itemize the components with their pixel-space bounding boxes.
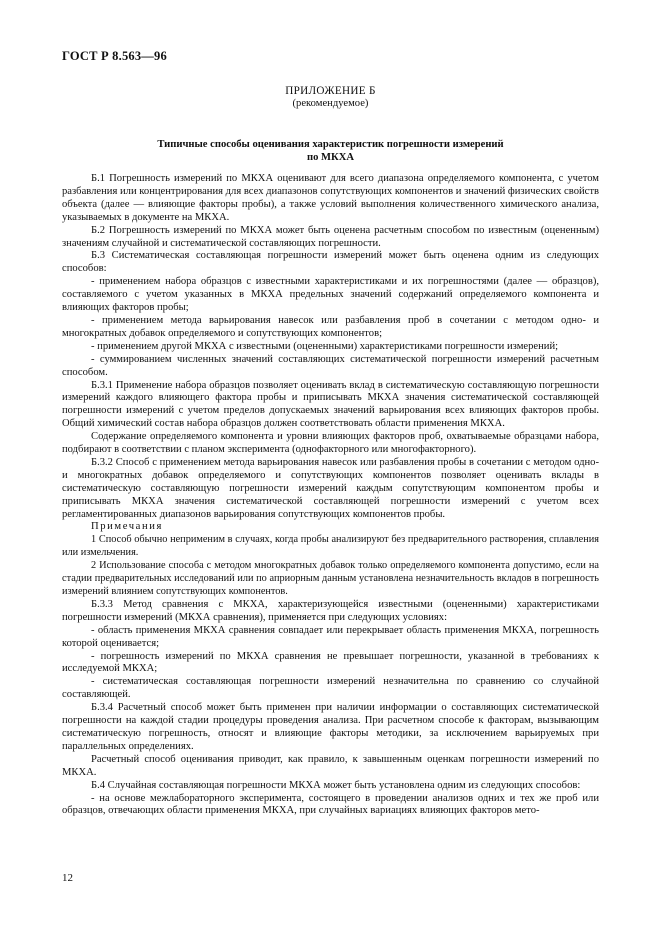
note-item: 2 Использование способа с методом многократных добавок только определяемого компонента допустимо, если на стадии предварительных исследований или по априорным данным установлена незначительность вкладов в погрешность измерений влиянием сопутствующих компонентов. bbox=[62, 560, 599, 597]
paragraph-b3-4: Б.3.4 Расчетный способ может быть применен при наличии информации о составляющих систематической погрешности на каждой стадии процедуры проведения анализа. При расчетном способе к факторам, вызывающим систематическую погрешность, относят и влияющие факторы методики, за исключением варьируемых при параллельных определениях. bbox=[62, 702, 599, 752]
paragraph-b3-2: Б.3.2 Способ с применением метода варьирования навесок или разбавления пробы в сочетании с методом одно- и многократных добавок определяемого и сопутствующих компонентов позволяет оценивать вклады в систематическую составляющую погрешности измерений каждым сопутствующим компонентом пробы и приписывать МКХА значения систематической составляющей погрешности измерений с учетом всех регламентированных диапазонов варьирования сопутствующих компонентов пробы. bbox=[62, 456, 599, 520]
appendix-heading bbox=[62, 85, 599, 110]
paragraph-b1: Б.1 Погрешность измерений по МКХА оценивают для всего диапазона определяемого компонента, с учетом разбавления или концентрирования для всех диапазонов сопутствующих компонентов и значений физических свойств объекта (далее — влияющие факторы пробы), а также условий выполнения количественного химического анализа, указываемых в документе на МКХА. bbox=[62, 173, 599, 223]
section-title bbox=[62, 139, 599, 164]
appendix-subtitle: (рекомендуемое) bbox=[292, 98, 369, 109]
list-item: - погрешность измерений по МКХА сравнения не превышает погрешности, указанной в требованиях к исследуемой МКХА; bbox=[62, 650, 599, 675]
list-item: - систематическая составляющая погрешности измерений незначительна по сравнению со случайной составляющей. bbox=[62, 676, 599, 701]
list-item: - применением набора образцов с известными характеристиками и их погрешностями (далее — образцов), составляемого с учетом указанных в МКХА предельных значений содержаний определяемого компонента и влияющих факторов пробы; bbox=[62, 276, 599, 314]
appendix-title: ПРИЛОЖЕНИЕ Б bbox=[285, 85, 376, 97]
body-text bbox=[62, 173, 599, 818]
list-item: - применением другой МКХА с известными (оцененными) характеристиками погрешности измерений; bbox=[91, 340, 559, 352]
notes-heading: Примечания bbox=[91, 521, 163, 533]
paragraph-b3-1: Б.3.1 Применение набора образцов позволяет оценивать вклад в систематическую составляющую погрешности измерений каждого влияющего фактора пробы и приписывать МКХА значения систематической составляющей погрешности измерений с учетом пределов допускаемых значений варьирования всех влияющих факторов пробы. Общий химический состав набора образцов должен соответствовать области применения МКХА. bbox=[62, 379, 599, 430]
paragraph-b3: Б.3 Систематическая составляющая погрешности измерений может быть оценена одним из следующих способов: bbox=[62, 250, 599, 275]
document-code: ГОСТ Р 8.563—96 bbox=[62, 49, 167, 63]
section-title-line-1: Типичные способы оценивания характеристик погрешности измерений bbox=[157, 139, 504, 150]
page-number: 12 bbox=[62, 872, 73, 884]
note-item: 1 Способ обычно неприменим в случаях, когда пробы анализируют без предварительного растворения, сплавления или измельчения. bbox=[62, 534, 599, 559]
list-item: - применением метода варьирования навесок или разбавления проб в сочетании с методом одно- и многократных добавок определяемого и сопутствующих компонентов; bbox=[62, 314, 599, 339]
paragraph-b4: Б.4 Случайная составляющая погрешности МКХА может быть установлена одним из следующих способов: bbox=[91, 779, 581, 791]
list-item: - на основе межлабораторного эксперимента, состоящего в проведении анализов одних и тех же проб или образцов, отвечающих области применения МКХА, при случайных вариациях влияющих факторов мето- bbox=[62, 792, 599, 817]
paragraph: Содержание определяемого компонента и уровни влияющих факторов проб, охватываемые образцами набора, подбирают в соответствии с планом эксперимента (однофакторного или многофакторного). bbox=[62, 431, 599, 456]
section-title-line-2: по МКХА bbox=[306, 151, 355, 163]
list-item: - область применения МКХА сравнения совпадает или перекрывает область применения МКХА, погрешность которой оценивается; bbox=[62, 624, 599, 649]
paragraph: Расчетный способ оценивания приводит, как правило, к завышенным оценкам погрешности измерений по МКХА. bbox=[62, 753, 599, 778]
paragraph-b3-3: Б.3.3 Метод сравнения с МКХА, характеризующейся известными (оцененными) характеристиками погрешности измерений (МКХА сравнения), применяется при следующих условиях: bbox=[62, 598, 599, 623]
list-item: - суммированием численных значений составляющих систематической погрешности измерений расчетным способом. bbox=[62, 353, 599, 378]
paragraph-b2: Б.2 Погрешность измерений по МКХА может быть оценена расчетным способом по известным (оцененным) значениям случайной и систематической составляющих погрешности. bbox=[62, 224, 599, 249]
